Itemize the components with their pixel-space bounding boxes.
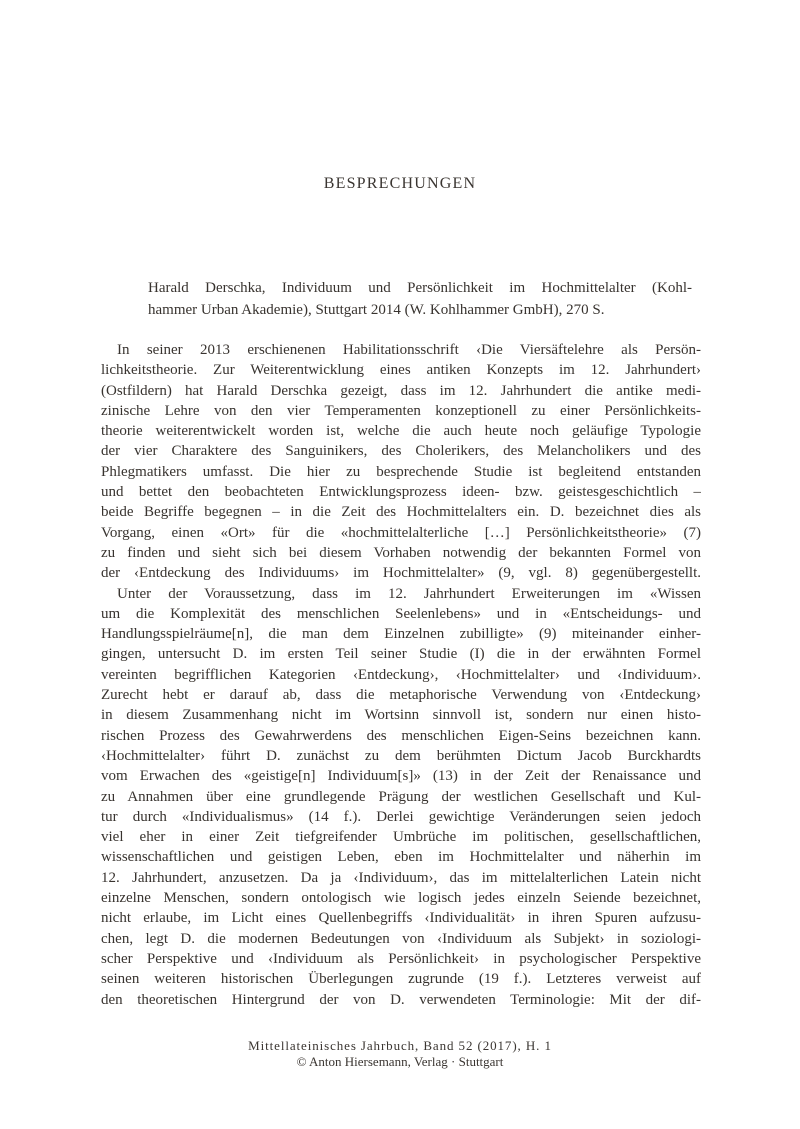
text-line: zinische Lehre von den vier Temperamenten konzeptionell zu einer Persönlichkeits- <box>101 402 701 419</box>
review-body <box>101 340 701 1010</box>
text-line: Harald Derschka, Individuum und Persönlichkeit im Hochmittelalter (Kohl- <box>148 280 692 296</box>
text-line: zu Annahmen über eine grundlegende Prägung der westlichen Gesellschaft und Kul- <box>101 788 701 805</box>
text-line: In seiner 2013 erschienenen Habilitationsschrift ‹Die Viersäftelehre als Persön- <box>117 342 701 358</box>
text-line: vereinten begrifflichen Kategorien ‹Entdeckung›, ‹Hochmittelalter› und ‹Individuum›. <box>101 666 701 683</box>
text-line: ‹Hochmittelalter› führt D. zunächst zu dem berühmten Dictum Jacob Burckhardts <box>101 747 701 764</box>
text-line: rischen Prozess des Gewahrwerdens des menschlichen Eigen-Seins bezeichnen kann. <box>101 727 701 744</box>
page-footer <box>0 1038 800 1069</box>
text-line: einzelne Menschen, sondern ontologisch wie logisch jedes einzeln Seiende bezeichnet, <box>101 890 701 907</box>
text-line: chen, legt D. die modernen Bedeutungen von ‹Individuum als Subjekt› in soziologi- <box>101 930 701 947</box>
text-line: der vier Charaktere des Sanguinikers, des Cholerikers, des Melancholikers und des <box>101 443 701 460</box>
text-line: seinen weiteren historischen Überlegungen zugrunde (19 f.). Letzteres verweist auf <box>101 971 701 988</box>
text-line: 12. Jahrhundert, anzusetzen. Da ja ‹Individuum›, das im mittelalterlichen Latein nicht <box>101 869 701 886</box>
text-line: lichkeitstheorie. Zur Weiterentwicklung eines antiken Konzepts im 12. Jahrhundert› <box>101 362 701 379</box>
text-line: wissenschaftlichen und geistigen Leben, eben im Hochmittelalter und näherhin im <box>101 849 701 866</box>
copyright-line: © Anton Hiersemann, Verlag · Stuttgart <box>296 1053 504 1069</box>
text-line: hammer Urban Akademie), Stuttgart 2014 (W. Kohlhammer GmbH), 270 S. <box>148 302 605 318</box>
text-line: der ‹Entdeckung des Individuums› im Hochmittelalter» (9, vgl. 8) gegenübergestellt. <box>101 565 701 582</box>
journal-info: Mittellateinisches Jahrbuch, Band 52 (2017), H. 1 <box>248 1038 552 1053</box>
text-line: Phlegmatikers umfasst. Die hier zu besprechende Studie ist begleitend entstanden <box>101 463 701 480</box>
text-line: viel eher in einer Zeit tiefgreifender Umbrüche im politischen, gesellschaftlichen, <box>101 829 701 846</box>
text-line: vom Erwachen des «geistige[n] Individuum[s]» (13) in der Zeit der Renaissance und <box>101 768 701 785</box>
text-line: Vorgang, einen «Ort» für die «hochmittelalterliche […] Persönlichkeitstheorie» (7) <box>101 524 701 541</box>
text-line: gingen, untersucht D. im ersten Teil seiner Studie (I) die in der erwähnten Formel <box>101 646 701 663</box>
text-line: theorie weiterentwickelt worden ist, welche die auch heute noch geläufige Typologie <box>101 423 701 440</box>
text-line: zu finden und sieht sich bei diesem Vorhaben notwendig der bekannten Formel von <box>101 544 701 561</box>
text-line: den theoretischen Hintergrund der von D. verwendeten Terminologie: Mit der dif- <box>101 991 701 1008</box>
text-line: Unter der Voraussetzung, dass im 12. Jahrhundert Erweiterungen im «Wissen <box>117 585 701 602</box>
text-line: (Ostfildern) hat Harald Derschka gezeigt, dass im 12. Jahrhundert die antike medi- <box>101 382 701 399</box>
text-line: nicht erlaube, im Licht eines Quellenbegriffs ‹Individualität› in ihren Spuren aufzusu- <box>101 910 701 927</box>
text-line: beide Begriffe begegnen – in die Zeit des Hochmittelalters ein. D. bezeichnet dies als <box>101 504 701 521</box>
review-paragraph-1 <box>101 340 701 584</box>
text-line: scher Perspektive und ‹Individuum als Persönlichkeit› in psychologischer Perspektive <box>101 950 701 967</box>
book-citation <box>148 277 692 321</box>
text-line: Handlungsspielräume[n], die man dem Einzelnen zubilligte» (9) miteinander einher- <box>101 626 701 643</box>
text-line: um die Komplexität des menschlichen Seelenlebens» und in «Entscheidungs- und <box>101 605 701 622</box>
text-line: und bettet den beobachteten Entwicklungsprozess ideen- bzw. geistesgeschichtlich – <box>101 484 701 501</box>
text-line: Zurecht hebt er darauf ab, dass die metaphorische Verwendung von ‹Entdeckung› <box>101 687 701 704</box>
text-line: in diesem Zusammenhang nicht im Wortsinn sinnvoll ist, sondern nur einen histo- <box>101 707 701 724</box>
review-paragraph-2 <box>101 584 701 1010</box>
section-header: BESPRECHUNGEN <box>323 175 477 192</box>
text-line: tur durch «Individualismus» (14 f.). Derlei gewichtige Veränderungen seien jedoch <box>101 808 701 825</box>
